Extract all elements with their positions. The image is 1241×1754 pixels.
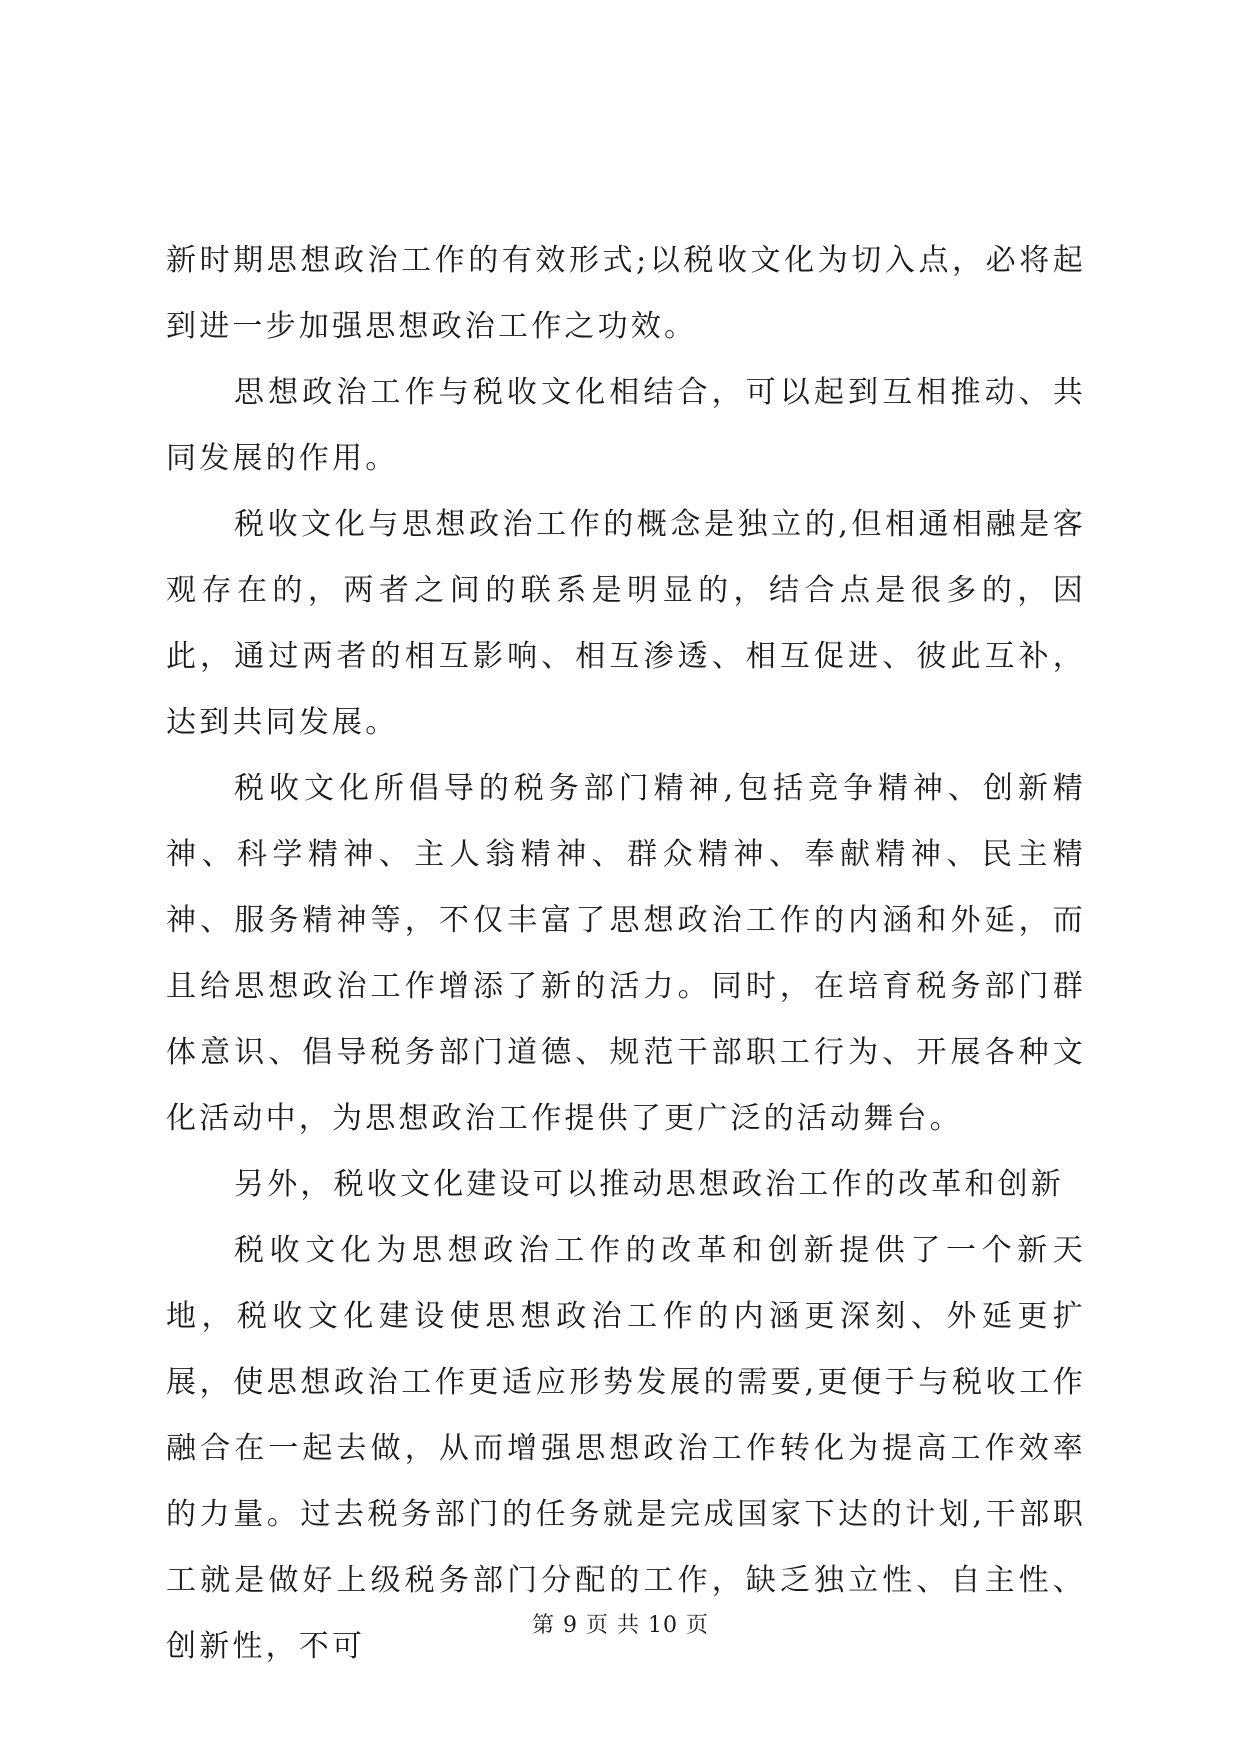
page-footer xyxy=(0,1608,1241,1639)
page-number-label: 第 9 页 共 10 页 xyxy=(532,1613,709,1638)
paragraph: 税收文化所倡导的税务部门精神,包括竞争精神、创新精神、科学精神、主人翁精神、群众精神、奉献精神、民主精神、服务精神等，不仅丰富了思想政治工作的内涵和外延，而且给思想政治工作增添了新的活力。同时，在培育税务部门群体意识、倡导税务部门道德、规范干部职工行为、开展各种文化活动中，为思想政治工作提供了更广泛的活动舞台。 xyxy=(166,771,1086,1136)
paragraph-continuation: 新时期思想政治工作的有效形式;以税收文化为切入点，必将起到进一步加强思想政治工作之功效。 xyxy=(166,243,1086,344)
document-body xyxy=(166,228,1086,1680)
paragraph: 税收文化为思想政治工作的改革和创新提供了一个新天地，税收文化建设使思想政治工作的内涵更深刻、外延更扩展，使思想政治工作更适应形势发展的需要,更便于与税收工作融合在一起去做，从而增强思想政治工作转化为提高工作效率的力量。过去税务部门的任务就是完成国家下达的计划,干部职工就是做好上级税务部门分配的工作，缺乏独立性、自主性、创新性，不可 xyxy=(166,1233,1086,1664)
paragraph: 另外，税收文化建设可以推动思想政治工作的改革和创新 xyxy=(234,1167,1064,1202)
paragraph: 思想政治工作与税收文化相结合，可以起到互相推动、共同发展的作用。 xyxy=(166,375,1086,476)
paragraph: 税收文化与思想政治工作的概念是独立的,但相通相融是客观存在的，两者之间的联系是明显的，结合点是很多的，因此，通过两者的相互影响、相互渗透、相互促进、彼此互补，达到共同发展。 xyxy=(166,507,1086,740)
